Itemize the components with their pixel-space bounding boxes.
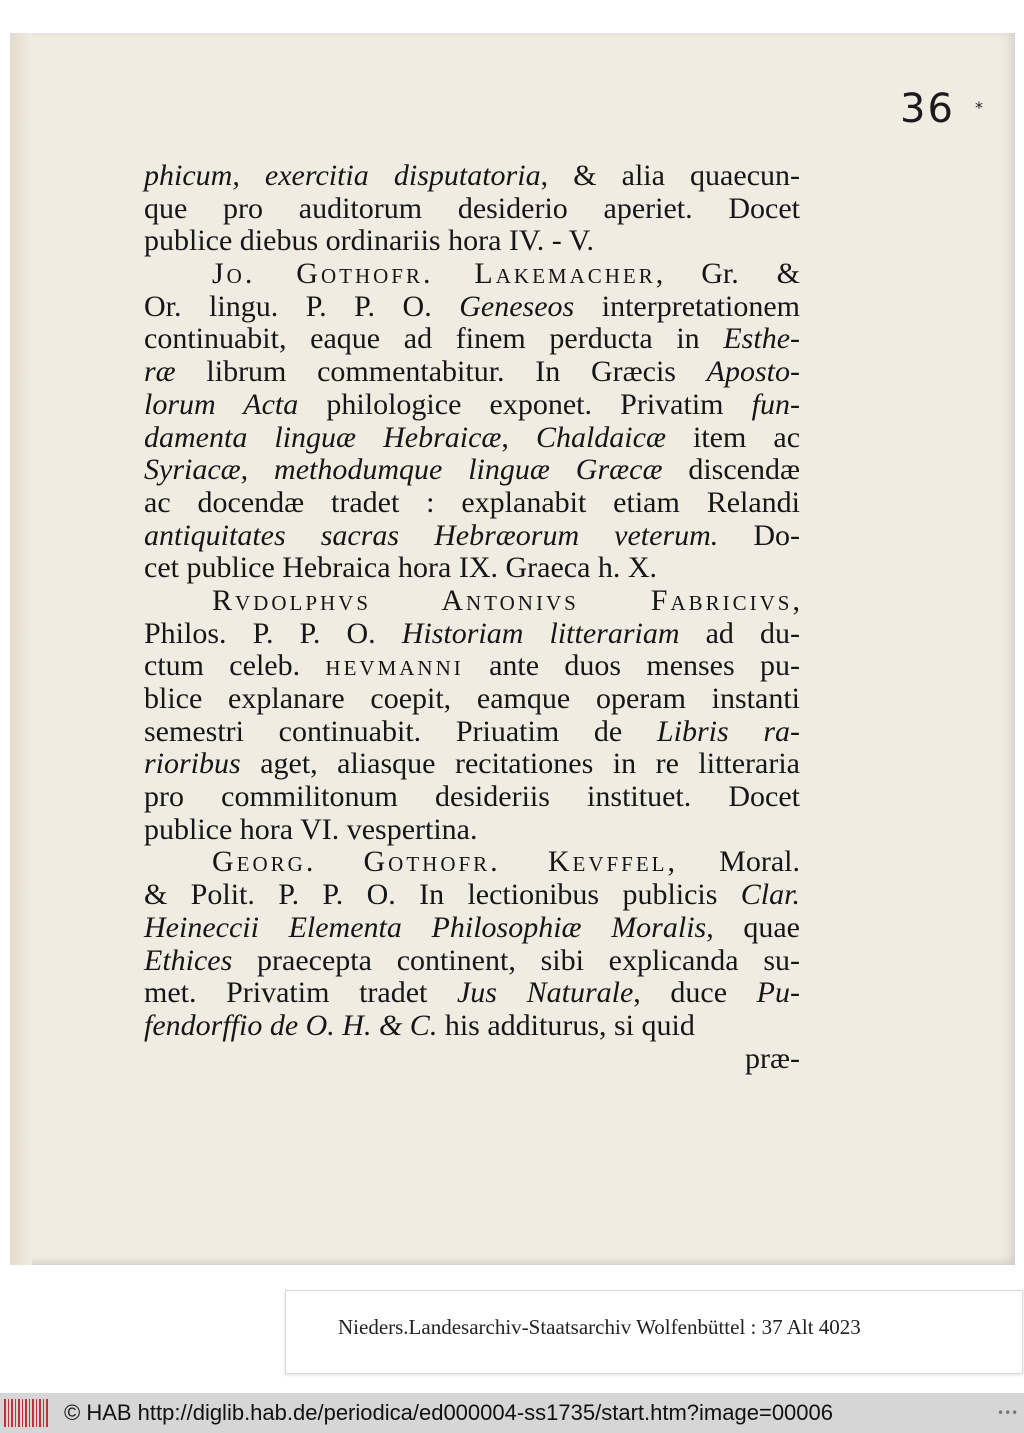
text-span: ad du- — [679, 616, 800, 650]
text-span: aget, aliasque recitationes in re litteraria — [240, 747, 800, 781]
text-line — [144, 323, 800, 356]
italic-text: Pu- — [756, 976, 800, 1010]
italic-text: Esthe- — [723, 322, 800, 356]
italic-text: fun- — [751, 387, 800, 421]
text-span: ante duos menses pu- — [463, 649, 800, 683]
barcode-icon — [4, 1399, 48, 1427]
text-span: , — [501, 420, 536, 454]
text-line — [144, 520, 800, 553]
text-line — [144, 422, 800, 455]
text-span: , quae — [706, 910, 801, 944]
text-span: continuabit, eaque ad finem perducta in — [144, 322, 724, 356]
body-text — [144, 160, 800, 1075]
text-line — [144, 454, 800, 487]
italic-text: Aposto- — [706, 355, 800, 389]
italic-text: Libris ra- — [656, 714, 800, 748]
text-line — [144, 291, 800, 324]
text-span: , — [792, 583, 800, 617]
italic-text: Chaldaicæ — [535, 420, 666, 454]
text-span: discendæ — [662, 453, 800, 487]
text-span: pro commilitonum desideriis instituet. Docet — [144, 780, 800, 814]
small-caps-name: Georg. Gothofr. Kevffel — [212, 845, 668, 879]
text-span: & Polit. P. P. O. In lectionibus publicis — [144, 878, 741, 912]
text-line — [144, 683, 800, 716]
text-line — [144, 814, 800, 847]
italic-text: damenta linguæ Hebraicæ — [144, 420, 502, 454]
page-fold-shadow — [10, 33, 32, 1265]
catchword: præ- — [745, 1041, 800, 1075]
text-line — [144, 193, 800, 226]
text-span: met. Privatim tradet — [144, 976, 457, 1010]
page-mark: * — [975, 98, 983, 117]
italic-text: Clar. — [740, 878, 800, 912]
text-line — [144, 160, 800, 193]
small-caps-name: Rvdolphvs Antonivs Fabricivs — [212, 583, 793, 617]
paragraph — [144, 258, 800, 585]
text-line — [144, 748, 800, 781]
text-span: cet publice Hebraica hora IX. Graeca h. X. — [144, 551, 658, 585]
text-span: publice diebus ordinariis hora IV. - V. — [144, 224, 594, 258]
text-line — [144, 945, 800, 978]
text-span: , Moral. — [667, 845, 800, 879]
text-line — [144, 258, 800, 291]
italic-text: Jus Naturale — [456, 976, 634, 1010]
text-line — [144, 912, 800, 945]
text-line — [144, 1010, 800, 1043]
text-span: his additurus, si quid — [437, 1008, 695, 1042]
paragraph — [144, 585, 800, 847]
paragraph — [144, 160, 800, 258]
italic-text: fendorffio de O. H. & C. — [144, 1008, 438, 1042]
italic-text: phicum, exercitia disputatoria — [144, 159, 541, 192]
text-line — [144, 487, 800, 520]
text-span: blice explanare coepit, eamque operam instanti — [144, 682, 800, 715]
text-line — [144, 781, 800, 814]
small-caps-name: Jo. Gothofr. Lakemacher — [212, 257, 656, 291]
text-line — [144, 389, 800, 422]
text-span: semestri continuabit. Priuatim de — [144, 714, 657, 748]
text-line — [144, 846, 800, 879]
italic-text: Heineccii Elementa Philosophiæ Moralis — [144, 910, 707, 944]
italic-text: antiquitates sacras Hebræorum veterum. — [144, 518, 719, 552]
text-span: ac docendæ tradet : explanabit etiam Relandi — [144, 485, 800, 519]
italic-text: Ethices — [144, 943, 233, 977]
text-span: item ac — [665, 420, 801, 454]
text-line — [144, 977, 800, 1010]
text-line — [144, 650, 800, 683]
text-span: librum commentabitur. In Græcis — [175, 355, 707, 389]
text-span: que pro auditorum desiderio aperiet. Docet — [144, 191, 800, 225]
text-line — [144, 716, 800, 749]
text-span: ctum celeb. — [144, 649, 326, 683]
archive-label — [285, 1290, 1023, 1374]
text-line — [144, 552, 800, 585]
italic-text: Syriacæ, methodumque linguæ Græcæ — [144, 453, 663, 487]
text-line — [144, 879, 800, 912]
text-span: publice hora VI. vespertina. — [144, 812, 478, 846]
italic-text: Geneseos — [459, 289, 575, 323]
text-line — [144, 585, 800, 618]
text-span: interpretationem — [574, 289, 800, 323]
text-span: Or. lingu. P. P. O. — [144, 289, 460, 323]
text-line — [144, 356, 800, 389]
text-span: , duce — [633, 976, 757, 1010]
small-caps-name: hevmanni — [325, 649, 464, 683]
paragraph — [144, 846, 800, 1042]
text-span: , & alia quaecun- — [540, 159, 800, 192]
more-icon[interactable]: ••• — [997, 1406, 1019, 1420]
italic-text: Historiam litterariam — [401, 616, 680, 650]
footer-source-link[interactable]: © HAB http://diglib.hab.de/periodica/ed000004-ss1735/start.htm?image=00006 — [64, 1400, 833, 1425]
italic-text: rioribus — [144, 747, 241, 781]
text-span: philologice exponet. Privatim — [298, 387, 752, 421]
archive-label-text: Nieders.Landesarchiv-Staatsarchiv Wolfenbüttel : 37 Alt 4023 — [338, 1315, 861, 1339]
text-span: Do- — [718, 518, 801, 552]
text-span: Philos. P. P. O. — [144, 616, 402, 650]
italic-text: lorum Acta — [144, 387, 299, 421]
text-span: praecepta continent, sibi explicanda su- — [232, 943, 800, 977]
italic-text: ræ — [144, 355, 176, 389]
text-span: , Gr. & — [655, 257, 800, 291]
text-line — [144, 225, 800, 258]
footer-bar — [0, 1393, 1024, 1433]
page-number: 36 — [900, 86, 955, 132]
text-line — [144, 618, 800, 651]
